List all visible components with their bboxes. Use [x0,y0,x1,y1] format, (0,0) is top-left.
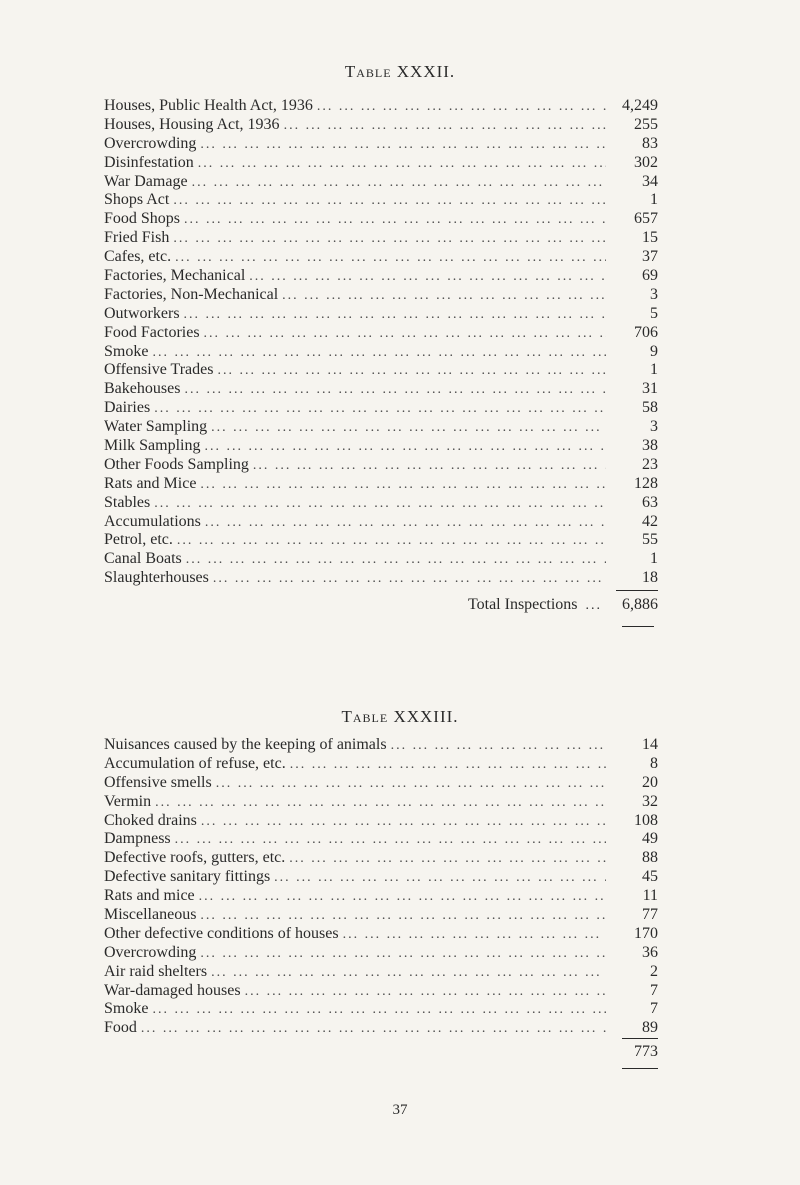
row-label: Shops Act [104,191,170,209]
leader-dots [198,155,606,173]
table-row [104,116,658,135]
row-value: 89 [642,1019,658,1037]
row-value: 170 [634,924,658,942]
leader-dots [199,888,606,906]
row-label: Houses, Public Health Act, 1936 [104,97,313,114]
table-row [104,456,658,475]
leader-dots [186,551,606,569]
row-label: Other defective conditions of houses [104,924,339,942]
leader-dots [173,192,606,210]
row-value: 108 [634,811,658,829]
table-row [104,569,658,588]
leader-dots [343,926,606,944]
table-33-title: Table XXXIII. [341,707,459,726]
row-label: Water Sampling [104,418,208,436]
leader-dots [204,325,606,343]
row-value: 58 [642,399,658,417]
leader-dots [216,775,606,793]
leader-dots [152,344,606,362]
row-value: 20 [642,773,658,791]
row-value: 77 [642,906,658,924]
row-label: Factories, Mechanical [104,267,246,285]
row-label: Rats and mice [104,887,195,905]
table-row [104,963,658,982]
table-row [104,868,658,887]
table-row [104,343,658,362]
row-value: 55 [642,531,658,549]
leader-dots [192,174,606,192]
table-row [104,324,658,343]
row-label: Smoke [104,342,149,360]
total-inspections-label: Total Inspections [467,596,578,613]
row-label: Overcrowding [104,943,197,961]
row-value: 34 [642,172,658,190]
row-value: 83 [642,134,658,152]
leader-dots [217,362,606,380]
leader-dots [211,964,606,982]
table-row [104,531,658,550]
row-label: Air raid shelters [104,962,208,980]
leader-dots [200,476,606,494]
table-row [104,906,658,925]
row-value: 255 [634,115,658,133]
row-value: 657 [634,210,658,228]
table-row [104,944,658,963]
table-row [104,830,658,849]
table-row [104,550,658,569]
row-value: 88 [642,849,658,867]
leader-dots [184,381,606,399]
row-label: Accumulations [104,512,201,530]
leader-dots [177,532,606,550]
row-label: Offensive Trades [104,361,214,379]
row-label: Bakehouses [104,380,181,398]
row-value: 23 [642,455,658,473]
row-value: 3 [650,418,658,436]
leader-dots [245,983,606,1001]
row-value: 32 [642,792,658,810]
table-row [104,305,658,324]
table-row [104,229,658,248]
row-value: 1 [650,361,658,379]
table-row [104,982,658,1001]
row-value: 63 [642,493,658,511]
table-row [104,97,658,116]
row-label: Canal Boats [104,550,182,568]
table-row [104,418,658,437]
leader-dots [175,831,606,849]
row-value: 1 [650,191,658,209]
leader-dots [200,907,606,925]
row-label: Overcrowding [104,134,197,152]
table-32-total-rule [616,590,658,591]
table-row [104,248,658,267]
row-value: 2 [650,962,658,980]
row-value: 38 [642,437,658,455]
leader-dots [184,211,606,229]
row-value: 8 [650,754,658,772]
row-label: Houses, Housing Act, 1936 [104,115,280,133]
table-row [104,755,658,774]
table-row [104,774,658,793]
row-value: 1 [650,550,658,568]
row-label: Outworkers [104,304,180,322]
leader-dots [290,756,606,774]
row-label: Food Factories [104,323,200,341]
leader-dots [175,249,606,267]
row-value: 9 [650,342,658,360]
row-label: Disinfestation [104,153,194,171]
row-label: Choked drains [104,811,197,829]
table-row [104,475,658,494]
row-value: 4,249 [622,97,658,114]
leader-dots [213,570,606,588]
table-row [104,380,658,399]
row-label: Cafes, etc. [104,248,172,266]
leader-dots [317,98,606,116]
table-33-total-row [104,1043,658,1061]
table-row [104,267,658,286]
total-inspections-value: 6,886 [622,596,658,613]
table-33 [104,736,658,1038]
row-label: Milk Sampling [104,437,201,455]
leader-dots [249,268,606,286]
table-32-bottom-rule [622,626,654,627]
row-value: 706 [634,323,658,341]
row-label: Food [104,1019,137,1037]
leader-dots [282,287,606,305]
table-row [104,399,658,418]
table-row [104,812,658,831]
leader-dots [289,850,606,868]
row-value: 7 [650,981,658,999]
leader-dots [201,813,606,831]
leader-dots [253,457,606,475]
row-value: 14 [642,736,658,753]
page-number: 37 [392,1102,408,1118]
row-label: Vermin [104,792,152,810]
leader-dots [200,945,606,963]
leader-dots [184,306,606,324]
row-label: Smoke [104,1000,149,1018]
table-row [104,736,658,755]
row-value: 18 [642,569,658,587]
table-row [104,494,658,513]
row-value: 11 [642,887,658,905]
row-value: 37 [642,248,658,266]
row-value: 15 [642,229,658,247]
leader-dots [141,1020,606,1038]
row-label: Petrol, etc. [104,531,173,549]
row-value: 302 [634,153,658,171]
leader-dots [274,869,606,887]
table-row [104,793,658,812]
table-32-total-row [104,596,658,614]
table-row [104,361,658,380]
row-value: 7 [650,1000,658,1018]
row-label: War-damaged houses [104,981,241,999]
table-row [104,513,658,532]
table-row [104,191,658,210]
row-value: 31 [642,380,658,398]
row-label: Accumulation of refuse, etc. [104,754,286,772]
table-33-total-rule [622,1038,658,1039]
table-row [104,135,658,154]
table-row [104,1019,658,1038]
table-32-title: Table XXXII. [344,62,456,81]
leader-dots [154,495,606,513]
leader-dots [205,514,606,532]
leader-dots [154,400,606,418]
row-label: Factories, Non-Mechanical [104,285,279,303]
row-value: 45 [642,868,658,886]
table-33-bottom-rule [622,1068,658,1069]
table-row [104,154,658,173]
table-row [104,849,658,868]
row-label: Fried Fish [104,229,170,247]
row-value: 36 [642,943,658,961]
total-dots: ... [585,598,602,613]
row-label: Rats and Mice [104,474,197,492]
leader-dots [173,230,606,248]
leader-dots [152,1001,606,1019]
leader-dots [211,419,606,437]
row-label: Miscellaneous [104,906,197,924]
row-label: Slaughterhouses [104,569,209,587]
leader-dots [155,794,606,812]
row-label: Dairies [104,399,151,417]
table-row [104,1000,658,1019]
table-33-total-value: 773 [634,1043,658,1060]
table-row [104,210,658,229]
leader-dots [391,737,606,755]
row-value: 69 [642,267,658,285]
leader-dots [284,117,606,135]
row-label: Food Shops [104,210,181,228]
leader-dots [200,136,606,154]
table-row [104,173,658,192]
row-label: Defective roofs, gutters, etc. [104,849,286,867]
table-row [104,437,658,456]
table-row [104,887,658,906]
row-value: 42 [642,512,658,530]
row-value: 49 [642,830,658,848]
row-label: Other Foods Sampling [104,455,249,473]
row-label: Defective sanitary fittings [104,868,271,886]
row-label: Offensive smells [104,773,212,791]
row-value: 3 [650,285,658,303]
row-label: Nuisances caused by the keeping of animals [104,736,387,753]
table-row [104,286,658,305]
row-value: 5 [650,304,658,322]
row-label: War Damage [104,172,188,190]
row-label: Stables [104,493,151,511]
leader-dots [204,438,606,456]
row-label: Dampness [104,830,171,848]
row-value: 128 [634,474,658,492]
table-row [104,925,658,944]
table-32 [104,97,658,588]
